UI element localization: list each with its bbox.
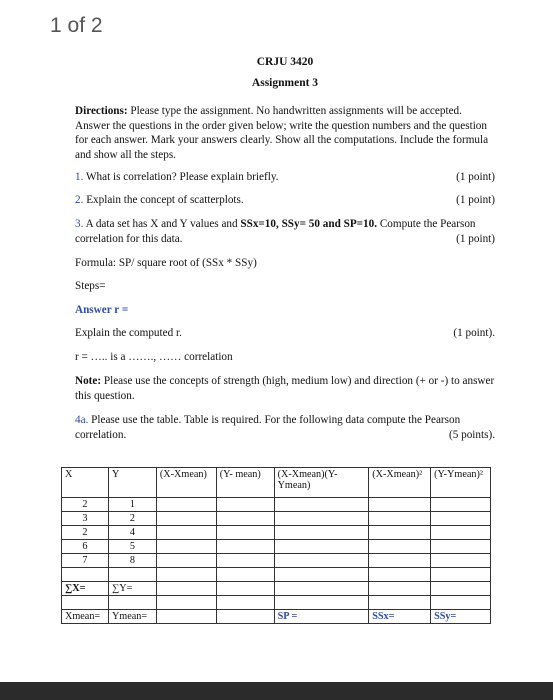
y-cell: 2 bbox=[108, 512, 156, 526]
table-spacer-row bbox=[62, 596, 491, 610]
q1-points: (1 point) bbox=[456, 171, 495, 183]
directions-label: Directions: bbox=[75, 105, 128, 117]
table-row bbox=[62, 512, 491, 526]
note bbox=[75, 374, 495, 403]
question-1 bbox=[75, 170, 495, 185]
q3-values: SSx=10, SSy= 50 and SP=10. bbox=[240, 218, 378, 230]
q3-text-a: A data set has X and Y values and bbox=[83, 218, 241, 230]
y-dev-cell[interactable] bbox=[216, 526, 274, 540]
ssy-cell: SSy= bbox=[431, 610, 491, 624]
directions bbox=[75, 104, 495, 162]
data-table bbox=[61, 467, 491, 624]
table-row bbox=[62, 526, 491, 540]
xmean-cell: Xmean= bbox=[62, 610, 109, 624]
header-y-dev-sq: (Y-Ymean)² bbox=[431, 468, 491, 498]
viewer-bottom-bar bbox=[0, 682, 553, 700]
q3-points: (1 point) bbox=[456, 233, 495, 245]
q4-text: Please use the table. Table is required. For the following data compute the Pearson correlation. bbox=[75, 414, 461, 441]
product-cell[interactable] bbox=[274, 540, 369, 554]
x-cell: 2 bbox=[62, 526, 109, 540]
y-dev-sq-cell[interactable] bbox=[431, 512, 491, 526]
note-text: Please use the concepts of strength (high, medium low) and direction (+ or -) to answer this question. bbox=[75, 375, 495, 402]
document-page bbox=[75, 40, 495, 443]
answer-line: Answer r = bbox=[75, 303, 129, 316]
product-cell[interactable] bbox=[274, 554, 369, 568]
y-cell: 8 bbox=[108, 554, 156, 568]
sum-y-cell: ∑Y= bbox=[108, 582, 156, 596]
table-header-row bbox=[62, 468, 491, 498]
explain-points: (1 point). bbox=[453, 327, 495, 339]
table-sum-row bbox=[62, 582, 491, 596]
page-counter: 1 of 2 bbox=[50, 14, 103, 37]
q4-number: 4a. bbox=[75, 414, 89, 426]
explain-row bbox=[75, 326, 495, 341]
y-dev-cell[interactable] bbox=[216, 512, 274, 526]
header-y: Y bbox=[108, 468, 156, 498]
course-title: CRJU 3420 bbox=[256, 56, 314, 68]
x-dev-cell[interactable] bbox=[156, 526, 216, 540]
y-dev-sq-cell[interactable] bbox=[431, 498, 491, 512]
q2-points: (1 point) bbox=[456, 193, 495, 206]
x-cell: 7 bbox=[62, 554, 109, 568]
steps: Steps= bbox=[75, 280, 106, 292]
header-x-dev: (X-Xmean) bbox=[156, 468, 216, 498]
y-dev-sq-cell[interactable] bbox=[431, 554, 491, 568]
question-2 bbox=[75, 193, 495, 208]
r-line: r = ….. is a ……., …… correlation bbox=[75, 350, 233, 363]
q3-number: 3. bbox=[75, 218, 84, 230]
header-product: (X-Xmean)(Y-Ymean) bbox=[274, 468, 369, 498]
x-dev-sq-cell[interactable] bbox=[369, 540, 431, 554]
y-dev-cell[interactable] bbox=[216, 498, 274, 512]
y-dev-sq-cell[interactable] bbox=[431, 540, 491, 554]
x-dev-cell[interactable] bbox=[156, 540, 216, 554]
explain-text: Explain the computed r. bbox=[75, 327, 182, 339]
x-dev-sq-cell[interactable] bbox=[369, 526, 431, 540]
y-dev-cell[interactable] bbox=[216, 554, 274, 568]
ssx-cell: SSx= bbox=[369, 610, 431, 624]
x-dev-cell[interactable] bbox=[156, 498, 216, 512]
x-dev-cell[interactable] bbox=[156, 554, 216, 568]
x-cell: 2 bbox=[62, 498, 109, 512]
x-dev-sq-cell[interactable] bbox=[369, 498, 431, 512]
y-cell: 4 bbox=[108, 526, 156, 540]
table-row bbox=[62, 554, 491, 568]
note-label: Note: bbox=[75, 375, 102, 387]
x-cell: 6 bbox=[62, 540, 109, 554]
product-cell[interactable] bbox=[274, 498, 369, 512]
sum-x-cell: ∑X= bbox=[62, 582, 109, 596]
product-cell[interactable] bbox=[274, 526, 369, 540]
x-cell: 3 bbox=[62, 512, 109, 526]
formula: Formula: SP/ square root of (SSx * SSy) bbox=[75, 256, 257, 269]
sp-cell: SP = bbox=[274, 610, 369, 624]
y-dev-sq-cell[interactable] bbox=[431, 526, 491, 540]
q2-number: 2. bbox=[75, 193, 84, 206]
q1-number: 1. bbox=[75, 171, 84, 183]
q2-text: Explain the concept of scatterplots. bbox=[83, 193, 244, 206]
table-mean-row bbox=[62, 610, 491, 624]
x-dev-cell[interactable] bbox=[156, 512, 216, 526]
q1-text: What is correlation? Please explain briefly. bbox=[83, 171, 279, 183]
table-row bbox=[62, 498, 491, 512]
y-cell: 5 bbox=[108, 540, 156, 554]
table-spacer-row bbox=[62, 568, 491, 582]
directions-text: Please type the assignment. No handwritten assignments will be accepted. Answer the questions in the order given below; write the question numbers and the question for each answer. Mark your answers clearly. Show all the computations. Include the formula and show all the steps. bbox=[75, 105, 489, 161]
q4-points: (5 points). bbox=[449, 429, 495, 441]
q3-text-b: Compute the Pearson correlation for this data. bbox=[75, 218, 476, 245]
ymean-cell: Ymean= bbox=[108, 610, 156, 624]
assignment-title: Assignment 3 bbox=[251, 76, 319, 89]
q4-points-row bbox=[75, 428, 495, 443]
y-dev-cell[interactable] bbox=[216, 540, 274, 554]
header-y-dev: (Y- mean) bbox=[216, 468, 274, 498]
x-dev-sq-cell[interactable] bbox=[369, 554, 431, 568]
product-cell[interactable] bbox=[274, 512, 369, 526]
header-x-dev-sq: (X-Xmean)² bbox=[369, 468, 431, 498]
header-x: X bbox=[62, 468, 109, 498]
x-dev-sq-cell[interactable] bbox=[369, 512, 431, 526]
y-cell: 1 bbox=[108, 498, 156, 512]
table-row bbox=[62, 540, 491, 554]
